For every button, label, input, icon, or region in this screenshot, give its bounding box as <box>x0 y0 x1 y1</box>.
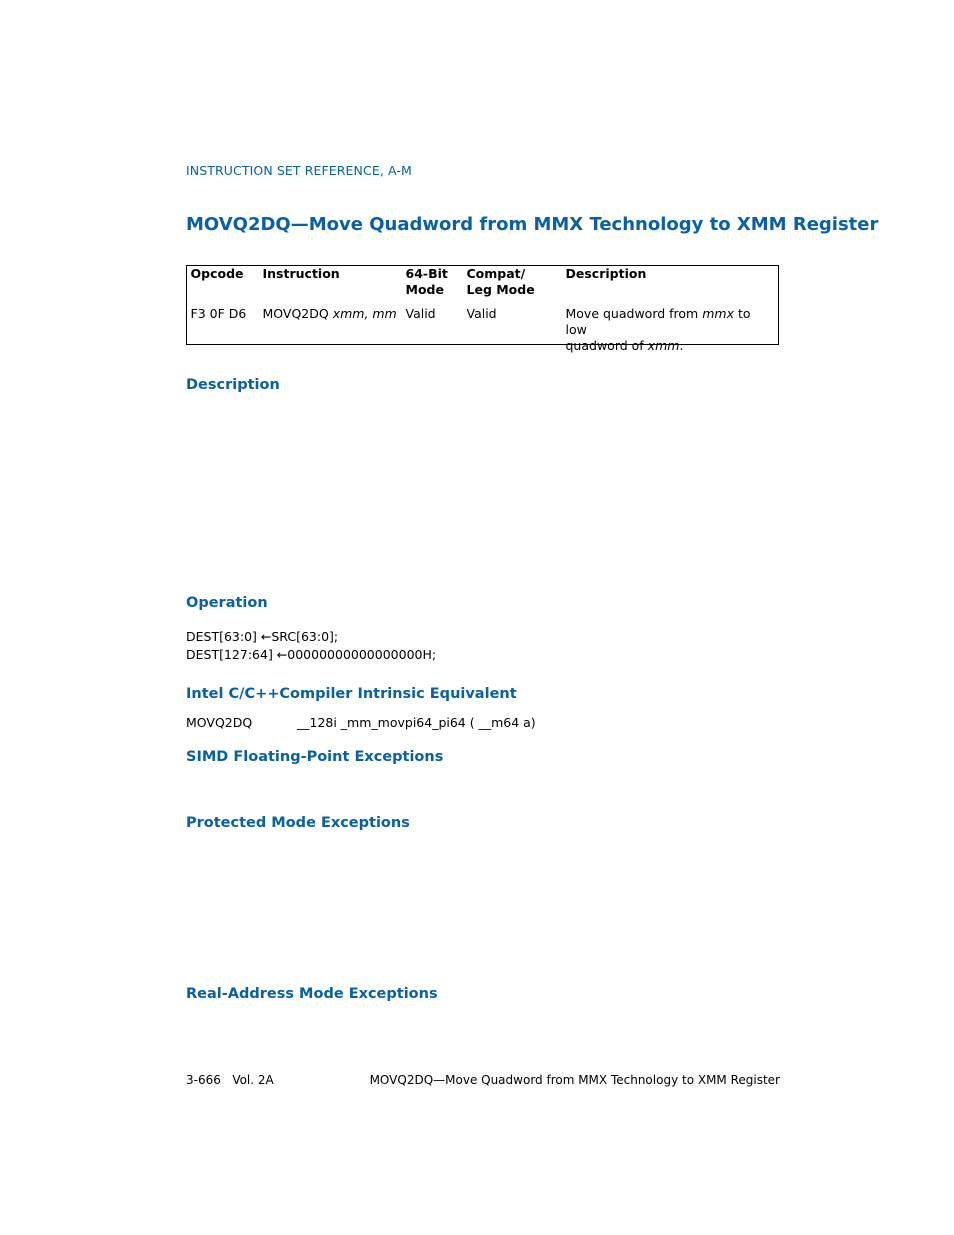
instruction-mnemonic: MOVQ2DQ <box>262 305 333 321</box>
desc-part1: Move quadword from <box>565 305 703 321</box>
desc-part4: . <box>679 337 684 353</box>
operation-line-2: DEST[127:64] ←00000000000000000H; <box>186 647 437 662</box>
operation-line-1: DEST[63:0] ←SRC[63:0]; <box>186 629 339 644</box>
desc-part2: to low <box>565 305 751 337</box>
section-heading-real-address-mode: Real-Address Mode Exceptions <box>186 986 438 1002</box>
intrinsic-name: MOVQ2DQ <box>186 715 253 730</box>
intrinsic-signature: __128i _mm_movpi64_pi64 ( __m64 a) <box>297 715 536 730</box>
opcode-table-row <box>187 305 779 345</box>
header-instruction: Instruction <box>262 265 340 281</box>
header-opcode: Opcode <box>190 265 244 281</box>
section-heading-simd-exceptions: SIMD Floating-Point Exceptions <box>186 749 444 765</box>
header-description: Description <box>565 265 647 281</box>
header-compat-line2: Leg Mode <box>466 281 535 297</box>
header-64bit-line2: Mode <box>405 281 444 297</box>
instruction-operands: xmm, mm <box>332 305 397 321</box>
desc-xmm: xmm <box>647 337 680 353</box>
cell-instruction <box>263 306 397 322</box>
footer-page-number: 3-666 Vol. 2A <box>186 1073 274 1087</box>
header-compat-line1: Compat/ <box>466 265 526 281</box>
section-heading-intrinsic: Intel C/C++Compiler Intrinsic Equivalent <box>186 686 517 702</box>
opcode-table <box>186 265 779 353</box>
header-64bit-line1: 64-Bit <box>405 265 448 281</box>
opcode-table-header-row <box>187 266 779 306</box>
cell-description <box>566 306 776 354</box>
operation-code <box>186 628 436 664</box>
header-64bit-mode <box>406 266 448 298</box>
header-compat-mode <box>467 266 535 298</box>
desc-mmx: mmx <box>702 305 734 321</box>
cell-opcode: F3 0F D6 <box>190 305 247 321</box>
footer-title: MOVQ2DQ—Move Quadword from MMX Technology to XMM Register <box>369 1073 780 1087</box>
section-heading-description: Description <box>186 377 280 393</box>
section-heading-protected-mode: Protected Mode Exceptions <box>186 815 410 831</box>
section-heading-operation: Operation <box>186 595 268 611</box>
cell-64bit-mode: Valid <box>405 305 436 321</box>
running-head: INSTRUCTION SET REFERENCE, A-M <box>186 163 412 178</box>
cell-compat-mode: Valid <box>466 305 497 321</box>
desc-part3: quadword of <box>565 337 648 353</box>
page-title: MOVQ2DQ—Move Quadword from MMX Technology to XMM Register <box>186 214 879 235</box>
